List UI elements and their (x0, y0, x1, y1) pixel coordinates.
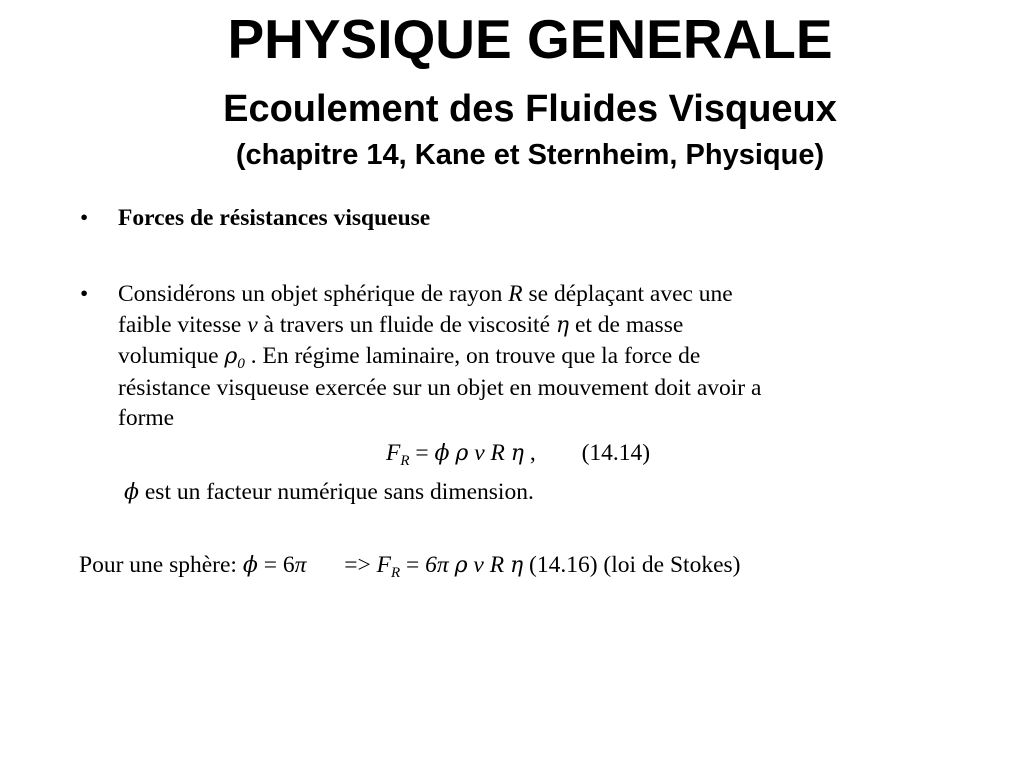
stokes-law-line: Pour une sphère: $\phi = 6\pi => F_R = 6\pi$ ρ v R η (14.16) (loi de Stokes) (79, 552, 741, 581)
page-subtitle: Ecoulement des Fluides Visqueux (223, 88, 837, 130)
paragraph-line-3: volumique $\rho_0$ . En régime laminaire, on trouve que la force de (118, 343, 701, 372)
paragraph-line-1: Considérons un objet sphérique de rayon R se déplaçant avec une (118, 281, 733, 307)
paragraph-line-2: faible vitesse v à travers un fluide de viscosité η et de masse (118, 311, 684, 338)
bullet-heading-resistance: Forces de résistances visqueuse (118, 205, 431, 231)
equation-number: (14.14) (581, 440, 651, 466)
page-title: PHYSIQUE GENERALE (227, 8, 833, 70)
paragraph-sphere (118, 279, 918, 434)
paragraph-line-5: forme (118, 405, 175, 431)
bullet-marker: • (80, 281, 89, 307)
bullet-marker: • (80, 205, 89, 231)
page-reference: (chapitre 14, Kane et Sternheim, Physique) (235, 139, 825, 171)
phi-definition: ϕ est un facteur numérique sans dimension. (124, 479, 534, 505)
paragraph-line-4: résistance visqueuse exercée sur un objet en mouvement doit avoir a (118, 374, 762, 401)
equation-14-14: $F_R = \phi$ ρ v R η , (14.14) (386, 440, 651, 469)
